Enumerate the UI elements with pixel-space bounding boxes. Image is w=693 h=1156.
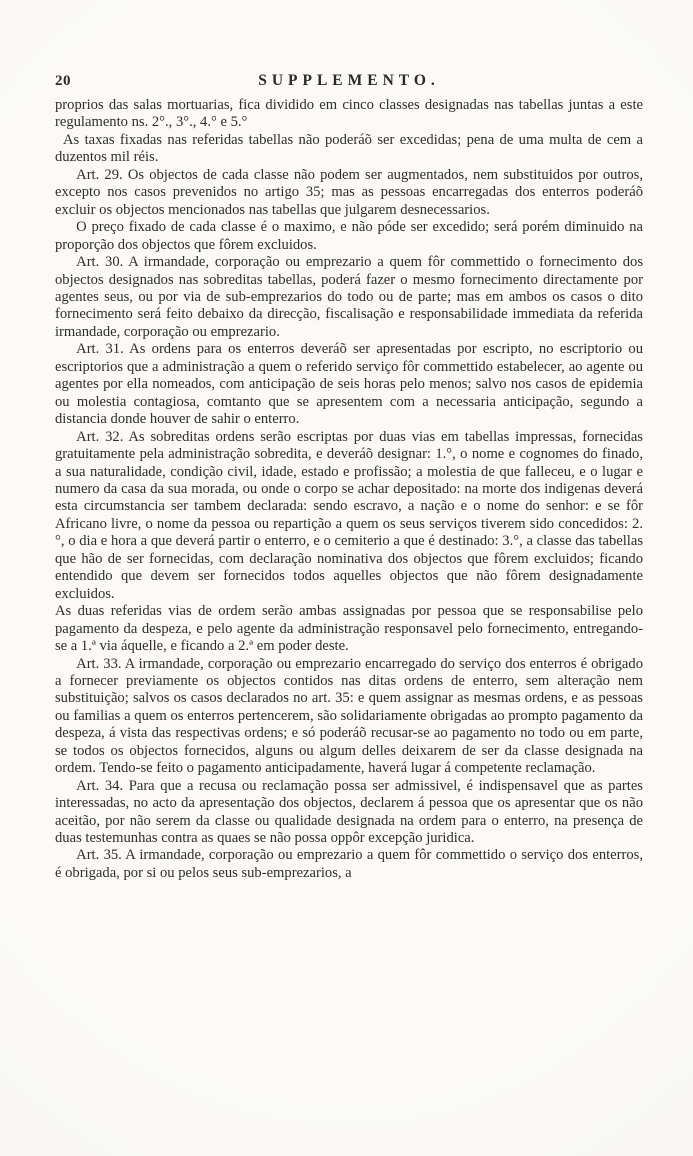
paragraph-art-32: Art. 32. As sobreditas ordens serão escriptas por duas vias em tabellas impressas, fornecidas gratuitamente pela administração sobredita, e deveráõ designar: 1.°, o nome e cognomes do finado, a sua naturalidade, condição civil, idade, estado e profissão; a molestia de que falleceu, e o lugar e numero da casa da sua morada, ou onde o corpo se achar depositado: na morte dos indigenas deverá esta circumstancia ser tambem declarada: sendo escravo, a nação e o nome do senhor: e se fôr Africano livre, o nome da pessoa ou repartição a quem os seus serviços tiverem sido concedidos: 2.°, o dia e hora a que deverá partir o enterro, e o cemiterio a que é destinado: 3.°, a classe das tabellas que hão de ser fornecidas, com declaração nominativa dos objectos que fôrem excluidos; ficando entendido que devem ser fornecidos todos aquelles objectos que não fôrem designadamente excluidos. bbox=[55, 428, 643, 602]
paragraph-preco: O preço fixado de cada classe é o maximo, e não póde ser excedido; será porém diminuido na proporção dos objectos que fôrem excluidos. bbox=[55, 219, 643, 253]
page-number: 20 bbox=[55, 73, 71, 89]
paragraph-continuation: proprios das salas mortuarias, fica dividido em cinco classes designadas nas tabellas juntas a este regulamento ns. 2°., 3°., 4.° e 5.° bbox=[55, 97, 643, 131]
paragraph-art-31: Art. 31. As ordens para os enterros deveráõ ser apresentadas por escripto, no escriptorio ou escriptorios que a administração a quem o referido serviço fôr commettido estabelecer, ao agente ou agentes por ella nomeados, com anticipação de seis horas pelo menos; salvo nos casos de epidemia ou molestia contagiosa, comtanto que se apresentem com a necessaria anticipação, segundo a distancia donde houver de sahir o enterro. bbox=[55, 341, 643, 428]
paragraph-art-34: Art. 34. Para que a recusa ou reclamação possa ser admissivel, é indispensavel que as partes interessadas, no acto da apresentação dos objectos, declarem á pessoa que os apresentar que os não aceitão, por não serem da classe ou qualidade designada na ordem para o enterro, na presença de duas testemunhas contra as quaes se não possa oppôr excepção juridica. bbox=[55, 777, 643, 847]
page-header bbox=[55, 72, 643, 94]
paragraph-duas-vias: As duas referidas vias de ordem serão ambas assignadas por pessoa que se responsabilise pelo pagamento da despeza, e pelo agente da administração responsavel pelo fornecimento, entregando-se a 1.ª via áquelle, e ficando a 2.ª em poder deste. bbox=[55, 603, 643, 655]
body-text bbox=[55, 97, 643, 882]
paragraph-art-29: Art. 29. Os objectos de cada classe não podem ser augmentados, nem substituidos por outros, excepto nos casos prevenidos no artigo 35; mas as pessoas encarregadas dos enterros poderáõ excluir os objectos mencionados nas tabellas que julgarem desnecessarios. bbox=[55, 166, 643, 218]
page-title: SUPPLEMENTO. bbox=[258, 72, 440, 89]
paragraph-art-30: Art. 30. A irmandade, corporação ou emprezario a quem fôr commettido o fornecimento dos objectos designados nas sobreditas tabellas, poderá fazer o mesmo fornecimento directamente por agentes seus, ou por via de sub-emprezarios do todo ou de parte; mas em ambos os casos o dito fornecimento será feito debaixo da direcção, fiscalisação e responsabilidade immediata da referida irmandade, corporação ou emprezario. bbox=[55, 254, 643, 340]
paragraph-taxas: As taxas fixadas nas referidas tabellas não poderáõ ser excedidas; pena de uma multa de cem a duzentos mil réis. bbox=[55, 131, 643, 166]
paragraph-art-35: Art. 35. A irmandade, corporação ou emprezario a quem fôr commettido o serviço dos enterros, é obrigada, por si ou pelos seus sub-emprezarios, a bbox=[55, 847, 643, 881]
paragraph-art-33: Art. 33. A irmandade, corporação ou emprezario encarregado do serviço dos enterros é obrigado a fornecer previamente os objectos contidos nas ditas ordens de enterro, sem alteração nem substituição; salvos os casos declarados no art. 35: e quem assignar as mesmas ordens, e as pessoas ou familias a quem os enterros pertencerem, são solidariamente obrigadas ao prompto pagamento da despeza, á vista das respectivas ordens; e só poderáõ recusar-se ao pagamento no todo ou em parte, se todos os objectos fornecidos, alguns ou algum delles deixarem de ser da classe designada na ordem. Tendo-se feito o pagamento anticipadamente, haverá lugar á competente reclamação. bbox=[55, 655, 643, 777]
